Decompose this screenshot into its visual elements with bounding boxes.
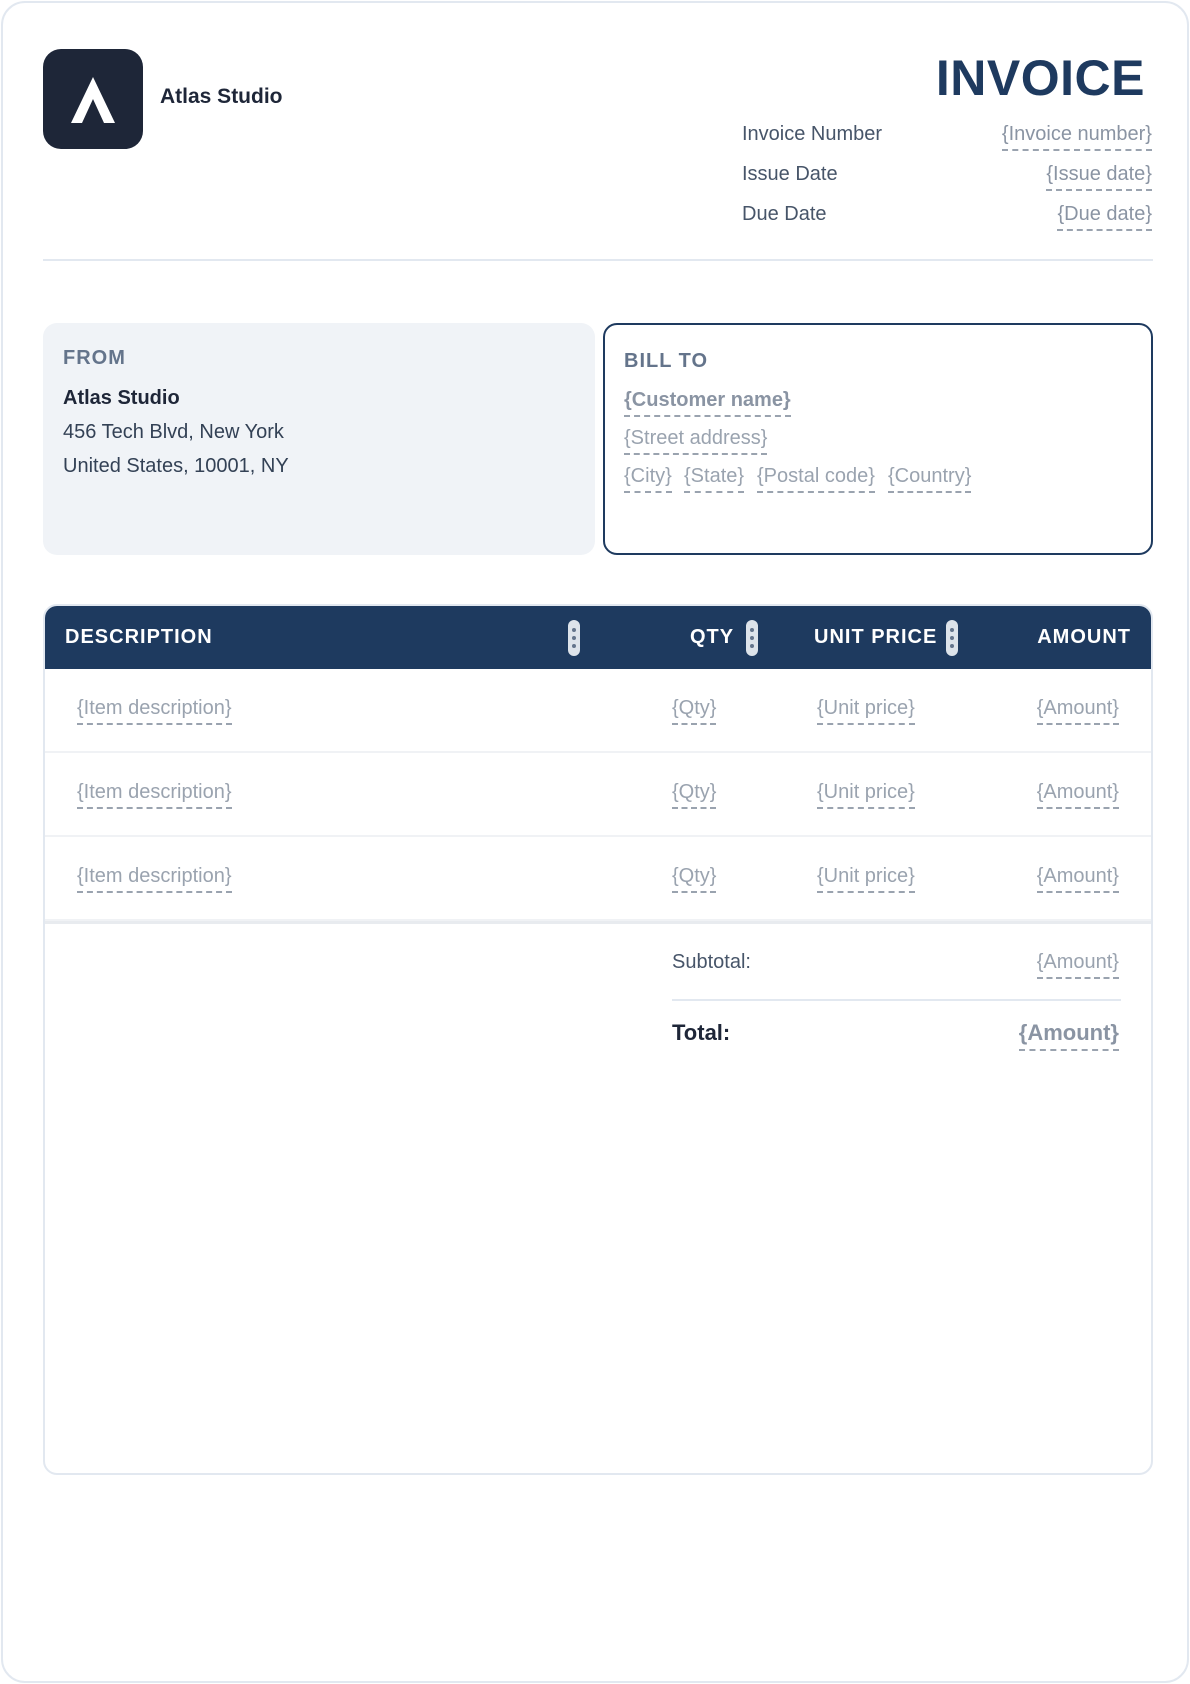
invoice-number-field[interactable]: {Invoice number} bbox=[1002, 123, 1152, 151]
unit-price-field[interactable]: {Unit price} bbox=[817, 697, 915, 725]
company-name: Atlas Studio bbox=[160, 85, 283, 108]
issue-date-row bbox=[742, 163, 1152, 195]
subtotal-amount-field[interactable]: {Amount} bbox=[1037, 951, 1119, 979]
from-address-line1: 456 Tech Blvd, New York bbox=[63, 421, 284, 443]
column-header-description: DESCRIPTION bbox=[65, 626, 213, 648]
qty-field[interactable]: {Qty} bbox=[672, 697, 716, 725]
column-resize-handle[interactable] bbox=[568, 620, 580, 656]
issue-date-field[interactable]: {Issue date} bbox=[1046, 163, 1152, 191]
from-label: FROM bbox=[63, 347, 126, 369]
table-header bbox=[45, 606, 1151, 669]
line-items-table bbox=[43, 604, 1153, 1475]
header-divider bbox=[43, 259, 1153, 261]
total-label: Total: bbox=[672, 1020, 731, 1045]
state-field[interactable]: {State} bbox=[684, 465, 744, 493]
city-field[interactable]: {City} bbox=[624, 465, 672, 493]
column-resize-handle[interactable] bbox=[746, 620, 758, 656]
totals-separator bbox=[45, 921, 1151, 924]
meta-label: Invoice Number bbox=[742, 123, 883, 145]
column-header-amount: AMOUNT bbox=[1037, 626, 1131, 648]
qty-field[interactable]: {Qty} bbox=[672, 781, 716, 809]
due-date-row bbox=[742, 203, 1152, 235]
unit-price-field[interactable]: {Unit price} bbox=[817, 865, 915, 893]
item-description-field[interactable]: {Item description} bbox=[77, 865, 232, 893]
amount-field[interactable]: {Amount} bbox=[1037, 865, 1119, 893]
company-logo bbox=[43, 49, 143, 149]
amount-field[interactable]: {Amount} bbox=[1037, 697, 1119, 725]
table-row bbox=[45, 753, 1151, 837]
from-company-name: Atlas Studio bbox=[63, 387, 180, 409]
table-row bbox=[45, 669, 1151, 753]
invoice-title: INVOICE bbox=[935, 50, 1145, 106]
item-description-field[interactable]: {Item description} bbox=[77, 697, 232, 725]
meta-label: Due Date bbox=[742, 203, 827, 225]
bill-to-section bbox=[603, 323, 1153, 555]
invoice-number-row bbox=[742, 123, 1152, 155]
from-section bbox=[43, 323, 595, 555]
bill-to-label: BILL TO bbox=[624, 350, 709, 372]
from-address-line2: United States, 10001, NY bbox=[63, 455, 289, 477]
street-address-field[interactable]: {Street address} bbox=[624, 427, 767, 455]
subtotal-label: Subtotal: bbox=[672, 951, 751, 973]
meta-label: Issue Date bbox=[742, 163, 838, 185]
table-row bbox=[45, 837, 1151, 921]
column-header-unit-price: UNIT PRICE bbox=[814, 626, 938, 648]
customer-name-field[interactable]: {Customer name} bbox=[624, 389, 791, 417]
postal-code-field[interactable]: {Postal code} bbox=[757, 465, 875, 493]
due-date-field[interactable]: {Due date} bbox=[1057, 203, 1152, 231]
column-header-qty: QTY bbox=[690, 626, 735, 648]
mountain-a-icon bbox=[69, 75, 117, 123]
total-amount-field[interactable]: {Amount} bbox=[1019, 1020, 1119, 1051]
column-resize-handle[interactable] bbox=[946, 620, 958, 656]
qty-field[interactable]: {Qty} bbox=[672, 865, 716, 893]
amount-field[interactable]: {Amount} bbox=[1037, 781, 1119, 809]
item-description-field[interactable]: {Item description} bbox=[77, 781, 232, 809]
country-field[interactable]: {Country} bbox=[888, 465, 971, 493]
invoice-page bbox=[1, 1, 1189, 1683]
total-divider bbox=[672, 999, 1121, 1001]
unit-price-field[interactable]: {Unit price} bbox=[817, 781, 915, 809]
